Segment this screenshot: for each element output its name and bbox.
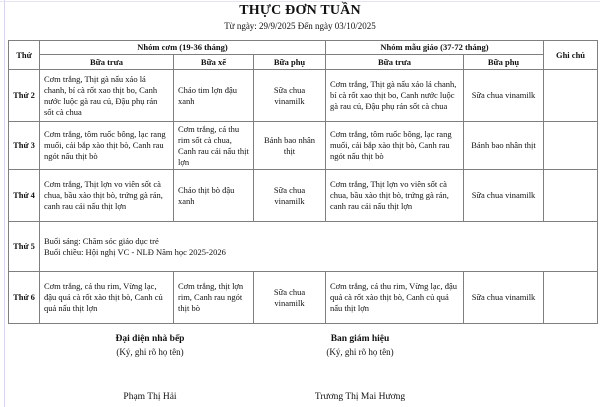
signature-block-principal xyxy=(255,333,465,402)
header-snack: Bữa xế xyxy=(174,55,254,70)
day-label: Thứ 2 xyxy=(9,70,40,122)
page-title: THỰC ĐƠN TUẦN xyxy=(239,3,361,18)
table-row-tuesday xyxy=(9,122,598,170)
signature-instruction: (Ký, ghi rõ họ tên) xyxy=(116,347,184,357)
extra-com-cell: Sữa chua vinamilk xyxy=(254,272,326,324)
day-label: Thứ 5 xyxy=(9,222,40,272)
thursday-afternoon: Buổi chiều: Hội nghị VC - NLĐ Năm học 2025-2026 xyxy=(44,246,226,257)
signature-title: Ban giám hiệu xyxy=(330,334,390,344)
header-note: Ghi chú xyxy=(544,41,598,70)
menu-table xyxy=(8,40,598,324)
table-row-thursday xyxy=(9,222,598,272)
snack-cell: Cơm trắng, thịt lợn rim, Canh rau ngót thịt bò xyxy=(174,272,254,324)
day-label: Thứ 6 xyxy=(9,272,40,324)
header-lunch-1: Bữa trưa xyxy=(40,55,174,70)
header-extra-1: Bữa phụ xyxy=(254,55,326,70)
lunch-maugiao-cell: Cơm trắng, Thịt lợn vo viên sốt cà chua, bầu xào thịt bò, trứng gà rán, canh rau cải nấu thịt lợn xyxy=(326,170,464,222)
table-row-wednesday xyxy=(9,170,598,222)
extra-com-cell: Bánh bao nhân thịt xyxy=(254,122,326,170)
snack-cell: Cơm trắng, cá thu rim sốt cà chua, Canh rau cải nấu thịt lợn xyxy=(174,122,254,170)
lunch-maugiao-cell: Cơm trắng, tôm ruốc bông, lạc rang muối, cải bắp xào thịt bò, Canh rau ngót nấu thịt bò xyxy=(326,122,464,170)
extra-maugiao-cell: Bánh bao nhân thịt xyxy=(464,122,544,170)
note-cell xyxy=(544,272,598,324)
snack-cell: Cháo thịt bò đậu xanh xyxy=(174,170,254,222)
header-lunch-2: Bữa trưa xyxy=(326,55,464,70)
date-range: Từ ngày: 29/9/2025 Đến ngày 03/10/2025 xyxy=(224,21,376,31)
note-cell xyxy=(544,170,598,222)
thursday-activities-cell xyxy=(40,222,598,272)
extra-maugiao-cell: Sữa chua vinamilk xyxy=(464,272,544,324)
lunch-com-cell: Cơm trắng, cá thu rim, Vừng lạc, đậu quả cà rốt xào thịt bò, Canh củ quả nấu thịt lợn xyxy=(40,272,174,324)
extra-maugiao-cell: Sữa chua vinamilk xyxy=(464,170,544,222)
lunch-com-cell: Cơm trắng, Thịt gà nấu xáo lá chanh, bí cà rốt xao thịt bo, Canh nước luộc gà rau củ, Đậu phụ rán sốt cà chua xyxy=(40,70,174,122)
lunch-com-cell: Cơm trắng, tôm ruốc bông, lạc rang muối, cải bắp xào thịt bò, Canh rau ngót nấu thịt bò xyxy=(40,122,174,170)
lunch-maugiao-cell: Cơm trắng, cá thu rim, Vừng lạc, đậu quả cà rốt xào thịt bò, Canh củ quả nấu thịt lợn xyxy=(326,272,464,324)
note-cell xyxy=(544,122,598,170)
signature-block-kitchen xyxy=(60,333,240,402)
signature-name: Phạm Thị Hải xyxy=(123,392,177,402)
extra-com-cell: Sữa chua vinamilk xyxy=(254,70,326,122)
page-edge-line-horizontal xyxy=(0,1,600,2)
lunch-com-cell: Cơm trắng, Thịt lợn vo viên sốt cà chua, bầu xào thịt bò, trứng gà rán, canh rau cải nấu thịt lợn xyxy=(40,170,174,222)
header-meal-row xyxy=(9,55,598,70)
signature-title: Đại diện nhà bếp xyxy=(115,334,185,344)
header-day: Thứ xyxy=(9,41,40,70)
extra-com-cell: Sữa chua vinamilk xyxy=(254,170,326,222)
header-group-com: Nhóm cơm (19-36 tháng) xyxy=(40,41,326,55)
signature-name: Trương Thị Mai Hương xyxy=(314,392,406,402)
page-edge-line-vertical xyxy=(4,0,5,407)
header-extra-2: Bữa phụ xyxy=(464,55,544,70)
header-group-mau-giao: Nhóm mẫu giáo (37-72 tháng) xyxy=(326,41,544,55)
snack-cell: Cháo tim lợn đậu xanh xyxy=(174,70,254,122)
lunch-maugiao-cell: Cơm trắng, Thịt gà nấu xáo lá chanh, bí cà rốt xao thịt bo, Canh nước luộc gà rau củ, Đậu phụ rán sốt cà chua xyxy=(326,70,464,122)
day-label: Thứ 4 xyxy=(9,170,40,222)
signature-instruction: (Ký, ghi rõ họ tên) xyxy=(326,347,394,357)
thursday-morning: Buổi sáng: Chăm sóc giáo dục trẻ xyxy=(44,235,159,246)
extra-maugiao-cell: Sữa chua vinamilk xyxy=(464,70,544,122)
header-group-row xyxy=(9,41,598,55)
table-row-friday xyxy=(9,272,598,324)
note-cell xyxy=(544,70,598,122)
table-row-monday xyxy=(9,70,598,122)
day-label: Thứ 3 xyxy=(9,122,40,170)
